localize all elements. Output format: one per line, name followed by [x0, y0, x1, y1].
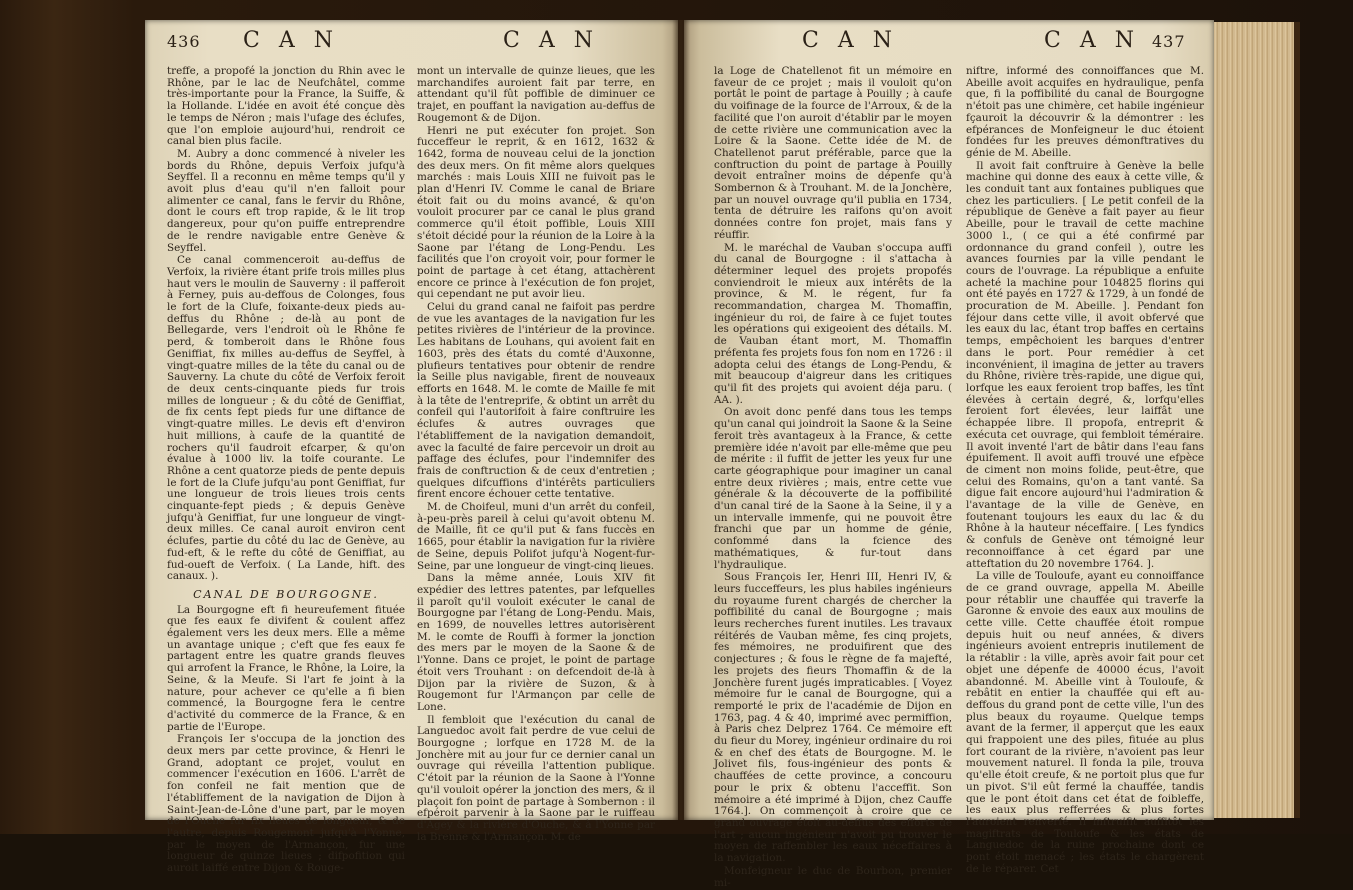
- paragraph: Celui du grand canal ne faifoit pas perdre de vue les avantages de la navigation fur les petites rivières de l'intérieur de la province. Les habitans de Louhans, qui avoient fait en 1603, près des états du comté d'Auxonne, plufieurs tentatives pour obtenir de rendre la Seille plus navigable, firent de nouveaux efforts en 1648. M. le comte de Maille fe mit à la tête de l'entreprife, & obtint un arrêt du confeil qui l'autorifoit à faire conftruire les éclufes & autres ouvrages que l'établiffement de la navigation demandoit, avec la faculté de faire percevoir un droit au paffage des éclufes, pour l'indemnifer des frais de conftruction & de ceux d'entretien ; quelques difcuffions d'intérêts particuliers firent encore échouer cette tentative.: [417, 301, 655, 501]
- paragraph: M. le maréchal de Vauban s'occupa auffi du canal de Bourgogne : il s'attacha à déterminer lequel des projets propofés conviendroit le mieux aux intérêts de la province, & M. le régent, fur fa recommandation, chargea M. Thomaffin, ingénieur du roi, de faire à ce fujet toutes les opérations qui exigeoient des détails. M. de Vauban étant mort, M. Thomaffin préfenta fes projets fous fon nom en 1726 : il adopta celui des étangs de Long-Pendu, & mit beaucoup d'aigreur dans les critiques qu'il fit des projets qui avoient déja paru. ( AA. ).: [714, 241, 952, 406]
- left-running-head-right: C A N: [503, 28, 599, 53]
- left-page-header: [145, 28, 678, 58]
- paragraph: François Ier s'occupa de la jonction des deux mers par cette province, & Henri le Grand, adoptant ce projet, voulut en commencer l'exécution en 1606. L'arrêt de fon confeil ne fait mention que de l'établiffement de la navigation de Dijon à Saint-Jean-de-Lône d'une part, par le moyen de l'Ouche fur fix lieues de longueur, & de l'autre, depuis Rougemont jufqu'à l'Yonne, par le moyen de l'Armançon, fur une longueur de quinze lieues ; difpofition qui auroit laiffé entre Dijon & Rouge-: [167, 733, 405, 875]
- paragraph: la Loge de Chatellenot fit un mémoire en faveur de ce projet ; mais il vouloit qu'on portât le point de partage à Pouilly ; à caufe du voifinage de la fource de l'Arroux, & de la facilité que l'on auroit d'établir par le moyen de cette rivière une communication avec la Loire & la Saone. Cette idée de M. de Chatellenot parut préférable, parce que la conftruction du point de partage à Pouilly devoit entraîner moins de dépenfe qu'à Sombernon & à Trouhant. M. de la Jonchère, par un nouvel ouvrage qu'il publia en 1734, tenta de détruire les raifons qu'on avoit données contre fon projet, mais fans y réuffir.: [714, 65, 952, 241]
- right-running-head: C A N: [802, 28, 898, 53]
- paragraph: Il avoit fait conftruire à Genève la belle machine qui donne des eaux à cette ville, & les conduit tant aux fontaines publiques que chez les particuliers. [ Le petit confeil de la république de Genève a fait payer au fieur Abeille, pour le travail de cette machine 3000 l., ( ce qui a été confirmé par ordonnance du grand confeil ), outre les avances fournies par la ville pendant le cours de l'ouvrage. La république a enfuite acheté la machine pour 104825 florins qui ont été payés en 1727 & 1729, à un fondé de procuration de M. Abeille. ]. Pendant fon féjour dans cette ville, il avoit obfervé que les eaux du lac, étant trop baffes en certains temps, empêchoient les barques d'entrer dans le port. Pour remédier à cet inconvénient, il imagina de jetter au travers du Rhône, rivière très-rapide, une digue qui, lorfque les eaux feroient trop baffes, les tînt élevées à certain degré, &, lorfqu'elles feroient fort élevées, leur laiffât une échappée libre. Il propofa, entreprit & exécuta cet ouvrage, qui fembloit téméraire. Il avoit inventé l'art de bâtir dans l'eau fans épuifement. Il avoit auffi trouvé une efpèce de ciment non moins folide, peut-être, que celui des Romains, qu'on a tant vanté. Sa digue fait encore aujourd'hui l'admiration & l'avantage de la ville de Genève, en foutenant toujours les eaux du lac & du Rhône à la hauteur néceffaire. [ Les fyndics & confuls de Genève ont témoigné leur reconnoiffance à cet égard par une atteftation du 20 novembre 1764. ].: [966, 159, 1204, 570]
- right-page-header: [684, 28, 1214, 58]
- paragraph: treffe, a propofé la jonction du Rhin avec le Rhône, par le lac de Neufchâtel, comme très-importante pour la France, la Suiffe, & la Hollande. L'idée en avoit été conçue dès le temps de Néron ; mais l'ufage des éclufes, que l'on emploie aujourd'hui, rendroit ce canal bien plus facile.: [167, 65, 405, 148]
- paragraph: Ce canal commenceroit au-deffus de Verfoix, la rivière étant prife trois milles plus haut vers le moulin de Sauverny : il pafferoit à Ferney, puis au-deffous de Colonges, fous le fort de la Clufe, foixante-deux pieds au-deffus du Rhône ; de-là au pont de Bellegarde, vers l'endroit où le Rhône fe perd, & tomberoit dans le Rhône fous Geniffiat, fix milles au-deffus de Seyffel, à vingt-quatre milles de la tête du canal ou de Sauverny. La chute du côté de Verfoix feroit de deux cents-cinquante pieds fur trois milles de longueur ; & du côté de Geniffiat, de fix cents fept pieds fur une diftance de vingt-quatre milles. Le devis eft d'environ huit millions, à caufe de la quantité de rochers qu'il faudroit efcarper, & qu'on évalue à 1000 liv. la toife courante. Le Rhône a cent quatorze pieds de pente depuis le fort de la Clufe jufqu'au pont Geniffiat, fur une longueur de trois lieues trois cents cinquante-fept pieds ; & depuis Genève jufqu'à Geniffiat, fur une longueur de vingt-deux milles. Ce canal auroit environ cent éclufes, partie du côté du lac de Genève, au fud-eft, & le refte du côté de Geniffiat, au fud-oueft de Verfoix. ( La Lande, hift. des canaux. ).: [167, 254, 405, 583]
- left-page: [145, 20, 678, 875]
- right-page: [684, 20, 1214, 889]
- paragraph: M. de Choifeul, muni d'un arrêt du confeil, à-peu-près pareil à celui qu'avoit obtenu M. de Maille, fit ce qu'il put & fans fuccès en 1665, pour établir la navigation fur la rivière de Seine, depuis Polifot jufqu'à Nogent-fur-Seine, par une longueur de vingt-cinq lieues.: [417, 501, 655, 572]
- paragraph: La Bourgogne eft fi heureufement fituée que fes eaux fe divifent & coulent affez également vers les deux mers. Elle a même un avantage unique ; c'eft que fes eaux fe partagent entre les quatre grands fleuves qui arrofent la France, le Rhône, la Loire, la Seine, & la Meufe. Si l'art fe joint à la nature, pour achever ce qu'elle a fi bien commencé, la Bourgogne fera le centre d'activité du commerce de la France, & en partie de l'Europe.: [167, 603, 405, 733]
- paragraph: Henri ne put exécuter fon projet. Son fucceffeur le reprit, & en 1612, 1632 & 1642, forma de nouveau celui de la jonction des deux mers. On fit même alors quelques marchés : mais Louis XIII ne fuivoit pas le plan d'Henri IV. Comme le canal de Briare étoit fait ou du moins avancé, & qu'on vouloit procurer par ce canal le plus grand commerce qu'il étoit poffible, Louis XIII s'étoit décidé pour la réunion de la Loire à la Saone par l'étang de Long-Pendu. Les facilités que l'on croyoit voir, pour former le point de partage à cet étang, attachèrent encore ce prince à l'exécution de fon projet, qui cependant ne put avoir lieu.: [417, 124, 655, 301]
- section-title: CANAL DE BOURGOGNE.: [193, 587, 379, 601]
- right-page-number: 437: [1152, 32, 1186, 51]
- book-gutter: [672, 20, 690, 820]
- paragraph: niftre, informé des connoiffances que M. Abeille avoit acquifes en hydraulique, penfa que, fi la poffibilité du canal de Bourgogne n'étoit pas une chimère, cet habile ingénieur fçauroit la découvrir & la démontrer : les efpérances de Monfeigneur le duc étoient fondées fur les preuves démonftratives du génie de M. Abeille.: [966, 65, 1204, 159]
- left-column-2: [417, 66, 655, 844]
- paragraph: Il fembloit que l'exécution du canal de Languedoc avoit fait perdre de vue celui de Bourgogne ; lorfque en 1728 M. de la Jonchère mit au jour fur ce dernier canal un ouvrage qui réveilla l'attention publique. C'étoit par la réunion de la Saone à l'Yonne qu'il vouloit opérer la jonction des mers, & il plaçoit fon point de partage à Sombernon : il efpéroit parvenir à la Saone par le ruiffeau d'Agey & la rivière d'Ouche, & à l'Yonne par la Brenne & l'Armançon. M. de: [417, 713, 655, 843]
- right-column-1: [714, 66, 952, 890]
- right-running-head-right: C A N: [1044, 28, 1140, 53]
- paragraph: M. Aubry a donc commencé à niveler les bords du Rhône, depuis Verfoix jufqu'à Seyffel. Il a reconnu en même temps qu'il y avoit plus d'eau qu'il n'en falloit pour alimenter ce canal, fans le fervir du Rhône, dont le cours eft trop rapide, & le lit trop dangereux, pour qu'on puiffe entreprendre de le rendre navigable entre Genève & Seyffel.: [167, 147, 405, 254]
- paragraph: Monfeigneur le duc de Bourbon, premier mi-: [714, 864, 952, 889]
- left-page-number: 436: [167, 32, 201, 51]
- right-column-2: [966, 66, 1204, 877]
- page-edges: [1214, 22, 1300, 818]
- left-column-1: [167, 66, 405, 876]
- paragraph: mont un intervalle de quinze lieues, que les marchandifes auroient fait par terre, en attendant qu'il fût poffible de diminuer ce trajet, en pouffant la navigation au-deffus de Rougemont & de Dijon.: [417, 65, 655, 124]
- paragraph: Sous François Ier, Henri III, Henri IV, & leurs fucceffeurs, les plus habiles ingénieurs du royaume furent chargés de chercher la poffibilité du canal de Bourgogne ; mais leurs recherches furent inutiles. Les travaux réitérés de Vauban même, fes cinq projets, fes mémoires, ne produifirent que des conjectures ; & fous le règne de fa majefté, les projets des fieurs Thomaffin & de la Jonchère furent jugés impraticables. [ Voyez mémoire fur le canal de Bourgogne, qui a remporté le prix de l'académie de Dijon en 1763, pag. 4 & 40, imprimé avec permiffion, à Paris chez Delprez 1764. Ce mémoire eft du fieur du Morey, ingénieur ordinaire du roi & en chef des états de Bourgogne. M. le Jolivet fils, fous-ingénieur des ponts & chauffées de cette province, a concouru pour le prix & obtenu l'acceffit. Son mémoire a été imprimé à Dijon, chez Cauffe 1764.]. On commençoit à croire que ce grand ouvrage étoit au-deffus des efforts de l'art ; aucun ingénieur n'avoit pu trouver le moyen de raffembler les eaux néceffaires à la navigation.: [714, 571, 952, 865]
- paragraph: On avoit donc penfé dans tous les temps qu'un canal qui joindroit la Saone & la Seine feroit très avantageux à la France, & cette première idée n'avoit par elle-même que peu de mérite : il fuffit de jetter les yeux fur une carte géographique pour imaginer un canal entre deux rivières ; mais, entre cette vue générale & la découverte de la poffibilité d'un canal tiré de la Saone à la Seine, il y a un intervalle immenfe, qui ne pouvoit être franchi que par un homme de génie, confommé dans la fcience des mathématiques, & fur-tout dans l'hydraulique.: [714, 406, 952, 571]
- left-running-head: C A N: [243, 28, 339, 53]
- paragraph: La ville de Touloufe, ayant eu connoiffance de ce grand ouvrage, appella M. Abeille pour rétablir une chauffée qui traverfe la Garonne & envoie des eaux aux moulins de cette ville. Cette chauffée étoit rompue depuis huit ou neuf années, & divers ingénieurs avoient entrepris inutilement de la rétablir : la ville, après avoir fait pour cet objet une dépenfe de 40000 écus, l'avoit abandonné. M. Abeille vint à Touloufe, & rebâtit en entier la chauffée qui eft au-deffous du grand pont de cette ville, l'un des plus beaux du royaume. Quelque temps avant de la fermer, il apperçut que les eaux qui frappoient une des piles, fituée au plus fort courant de la rivière, n'avoient pas leur mouvement naturel. Il fonda la pile, trouva qu'elle étoit creufe, & ne portoit plus que fur un pivot. S'il eût fermé la chauffée, tandis que le pont étoit dans cet état de foibleffe, les eaux plus refferrées & plus fortes l'auroient renverfé. Il inftruifit auffitôt les magiftrats de Touloufe & les états de Languedoc de la ruine prochaine dont ce pont étoit menacé ; les états le chargèrent de le réparer. Cet: [966, 570, 1204, 875]
- paragraph: Dans la même année, Louis XIV fit expédier des lettres patentes, par lefquelles il paroît qu'il vouloit exécuter le canal de Bourgogne par l'étang de Long-Pendu. Mais, en 1699, de nouvelles lettres autorisèrent M. le comte de Rouffi à former la jonction des mers par le moyen de la Saone & de l'Yonne. Dans ce projet, le point de partage étoit vers Trouhant : on defcendoit de-là à Dijon par la rivière de Suzon, & à Rougemont fur l'Armançon par celle de Lone.: [417, 572, 655, 713]
